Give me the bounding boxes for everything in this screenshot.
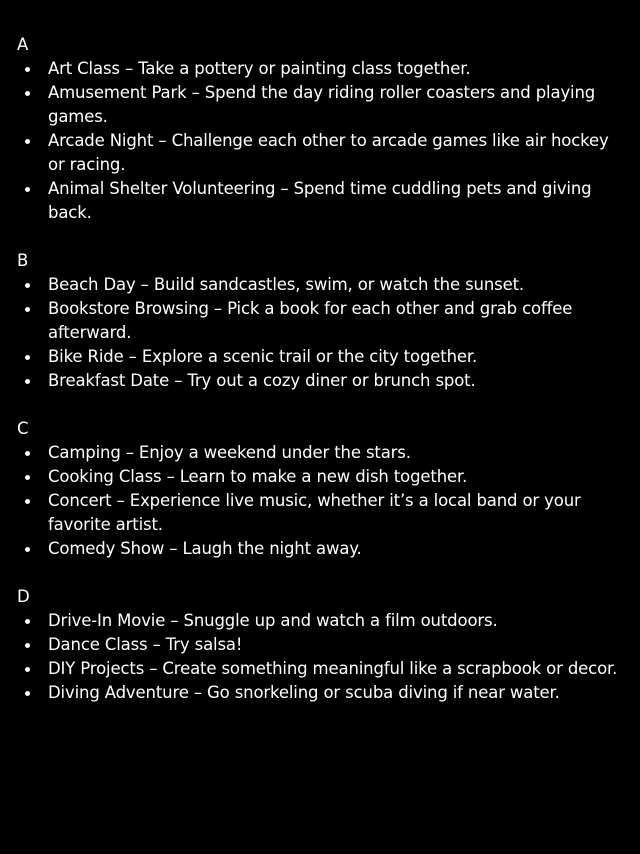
section-d (0, 585, 640, 705)
item-list (0, 441, 640, 561)
item-text: Art Class – Take a pottery or painting class together. (48, 59, 471, 78)
list-item (0, 345, 640, 369)
bullet-icon (25, 307, 30, 312)
bullet-icon (25, 67, 30, 72)
list-item (0, 489, 640, 537)
list-item (0, 57, 640, 81)
bullet-icon (25, 379, 30, 384)
bullet-icon (25, 283, 30, 288)
item-text: Breakfast Date – Try out a cozy diner or brunch spot. (48, 371, 476, 390)
item-text: Animal Shelter Volunteering – Spend time cuddling pets and giving back. (48, 179, 592, 222)
bullet-icon (25, 451, 30, 456)
list-item (0, 369, 640, 393)
list-item (0, 681, 640, 705)
bullet-icon (25, 355, 30, 360)
item-list (0, 609, 640, 705)
section-letter: B (17, 251, 29, 270)
list-item (0, 273, 640, 297)
item-text: Camping – Enjoy a weekend under the stars. (48, 443, 411, 462)
bullet-icon (25, 91, 30, 96)
item-text: Comedy Show – Laugh the night away. (48, 539, 362, 558)
list-item (0, 657, 640, 681)
bullet-icon (25, 547, 30, 552)
list-item (0, 177, 640, 225)
list-item (0, 81, 640, 129)
list-item (0, 609, 640, 633)
list-item (0, 297, 640, 345)
bullet-icon (25, 643, 30, 648)
list-item (0, 465, 640, 489)
item-text: Diving Adventure – Go snorkeling or scuba diving if near water. (48, 683, 560, 702)
bullet-icon (25, 619, 30, 624)
bullet-icon (25, 187, 30, 192)
bullet-icon (25, 139, 30, 144)
list-item (0, 633, 640, 657)
list-item (0, 441, 640, 465)
item-text: Drive-In Movie – Snuggle up and watch a film outdoors. (48, 611, 498, 630)
bullet-icon (25, 691, 30, 696)
list-item (0, 129, 640, 177)
bullet-icon (25, 499, 30, 504)
section-letter: D (17, 587, 30, 606)
bullet-icon (25, 667, 30, 672)
section-a (0, 33, 640, 225)
section-letter: C (17, 419, 29, 438)
item-text: Amusement Park – Spend the day riding roller coasters and playing games. (48, 83, 596, 126)
bullet-icon (25, 475, 30, 480)
item-text: Dance Class – Try salsa! (48, 635, 243, 654)
date-ideas-list (0, 33, 640, 729)
item-text: Cooking Class – Learn to make a new dish together. (48, 467, 468, 486)
item-text: Bookstore Browsing – Pick a book for each other and grab coffee afterward. (48, 299, 573, 342)
item-text: Bike Ride – Explore a scenic trail or the city together. (48, 347, 478, 366)
section-b (0, 249, 640, 393)
item-text: DIY Projects – Create something meaningful like a scrapbook or decor. (48, 659, 618, 678)
list-item (0, 537, 640, 561)
item-list (0, 57, 640, 225)
item-text: Beach Day – Build sandcastles, swim, or watch the sunset. (48, 275, 525, 294)
item-text: Arcade Night – Challenge each other to arcade games like air hockey or racing. (48, 131, 609, 174)
item-text: Concert – Experience live music, whether it’s a local band or your favorite artist. (48, 491, 581, 534)
item-list (0, 273, 640, 393)
section-letter: A (17, 35, 29, 54)
section-c (0, 417, 640, 561)
